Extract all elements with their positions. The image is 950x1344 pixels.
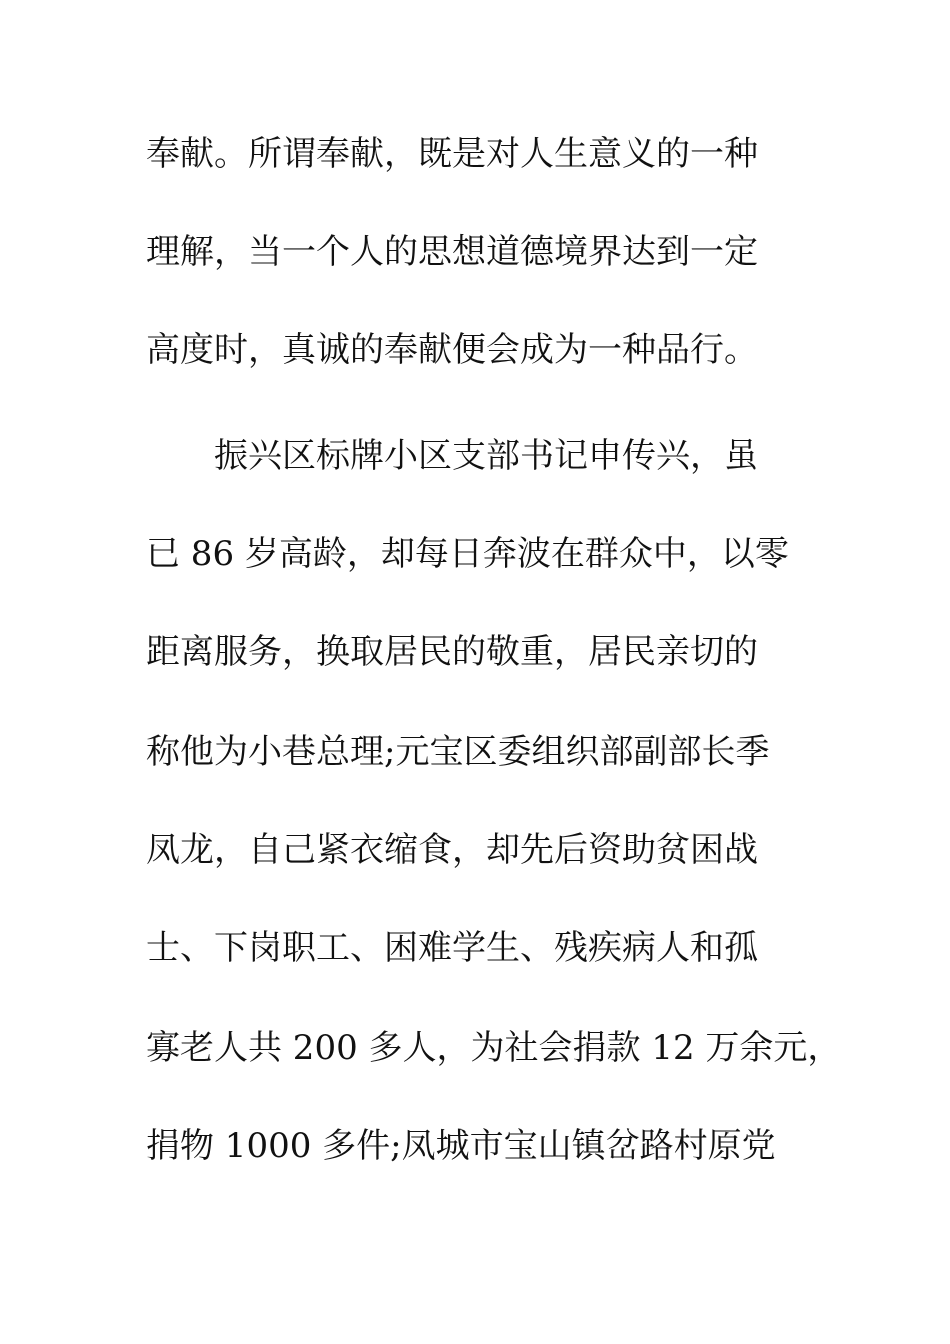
text-line: 士、下岗职工、困难学生、残疾病人和孤 [146, 928, 758, 968]
text-line: 距离服务，换取居民的敬重，居民亲切的 [146, 632, 758, 672]
paragraph-start-line: 振兴区标牌小区支部书记申传兴，虽 [214, 436, 758, 476]
text-line: 称他为小巷总理;元宝区委组织部副部长季 [146, 732, 770, 772]
text-line: 寡老人共 200 多人，为社会捐款 12 万余元， [146, 1028, 842, 1068]
text-line: 凤龙，自己紧衣缩食，却先后资助贫困战 [146, 830, 758, 870]
text-line: 理解，当一个人的思想道德境界达到一定 [146, 232, 758, 272]
text-line: 已 86 岁高龄，却每日奔波在群众中，以零 [146, 534, 789, 574]
text-line: 奉献。所谓奉献，既是对人生意义的一种 [146, 134, 758, 174]
text-line: 高度时，真诚的奉献便会成为一种品行。 [146, 330, 758, 370]
text-line: 捐物 1000 多件;凤城市宝山镇岔路村原党 [146, 1126, 776, 1166]
